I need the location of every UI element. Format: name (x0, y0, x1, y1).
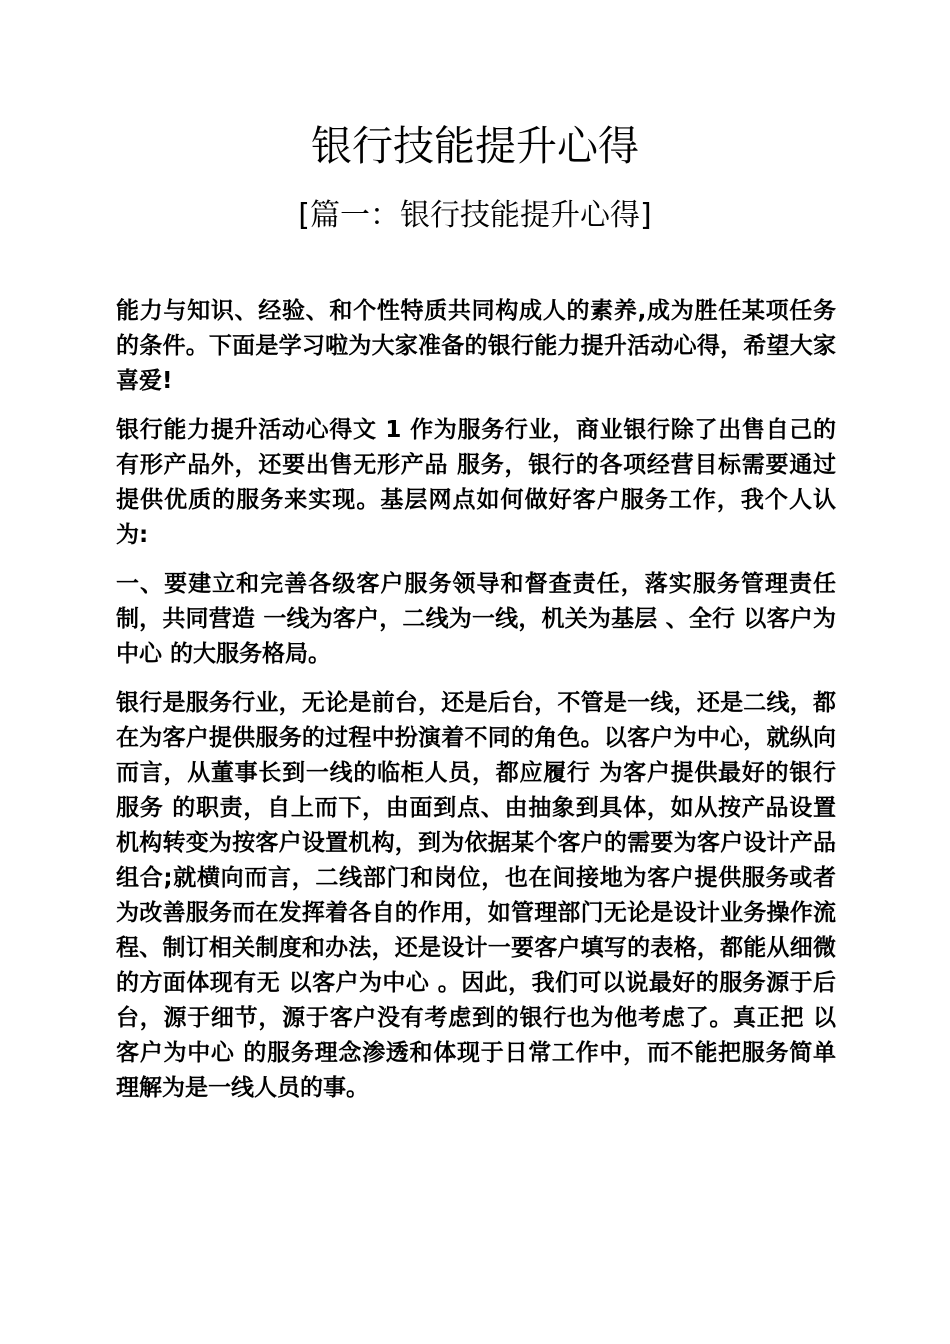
document-title: 银行技能提升心得 (311, 122, 639, 170)
paragraph-1: 银行能力提升活动心得文 1 作为服务行业，商业银行除了出售自己的有形产品外，还要出售无形产品 服务，银行的各项经营目标需要通过提供优质的服务来实现。基层网点如何做好客户服务工作，我个人认为: (116, 417, 836, 548)
paragraph-3: 银行是服务行业，无论是前台，还是后台，不管是一线，还是二线，都在为客户提供服务的过程中扮演着不同的角色。以客户为中心，就纵向而言，从董事长到一线的临柜人员，都应履行 为客户提供最好的银行服务 的职责，自上而下，由面到点、由抽象到具体，如从按产品设置机构转变为按客户设置机构，到为依据某个客户的需要为客户设计产品组合;就横向而言，二线部门和岗位，也在间接地为客户提供服务或者为改善服务而在发挥着各自的作用，如管理部门无论是设计业务操作流程、制订相关制度和办法，还是设计一要客户填写的表格，都能从细微的方面体现有无 以客户为中心 。因此，我们可以说最好的服务源于后台，源于细节，源于客户没有考虑到的银行也为他考虑了。真正把 以客户为中心 的服务理念渗透和体现于日常工作中，而不能把服务简单理解为是一线人员的事。 (116, 690, 836, 1101)
document-subtitle: [篇一：银行技能提升心得] (298, 198, 652, 233)
paragraph-2: 一、要建立和完善各级客户服务领导和督查责任，落实服务管理责任制，共同营造 一线为客户，二线为一线，机关为基层 、全行 以客户为中心 的大服务格局。 (116, 571, 836, 667)
document-body (116, 294, 836, 1120)
paragraph-intro: 能力与知识、经验、和个性特质共同构成人的素养,成为胜任某项任务的条件。下面是学习啦为大家准备的银行能力提升活动心得，希望大家喜爱! (116, 298, 836, 394)
